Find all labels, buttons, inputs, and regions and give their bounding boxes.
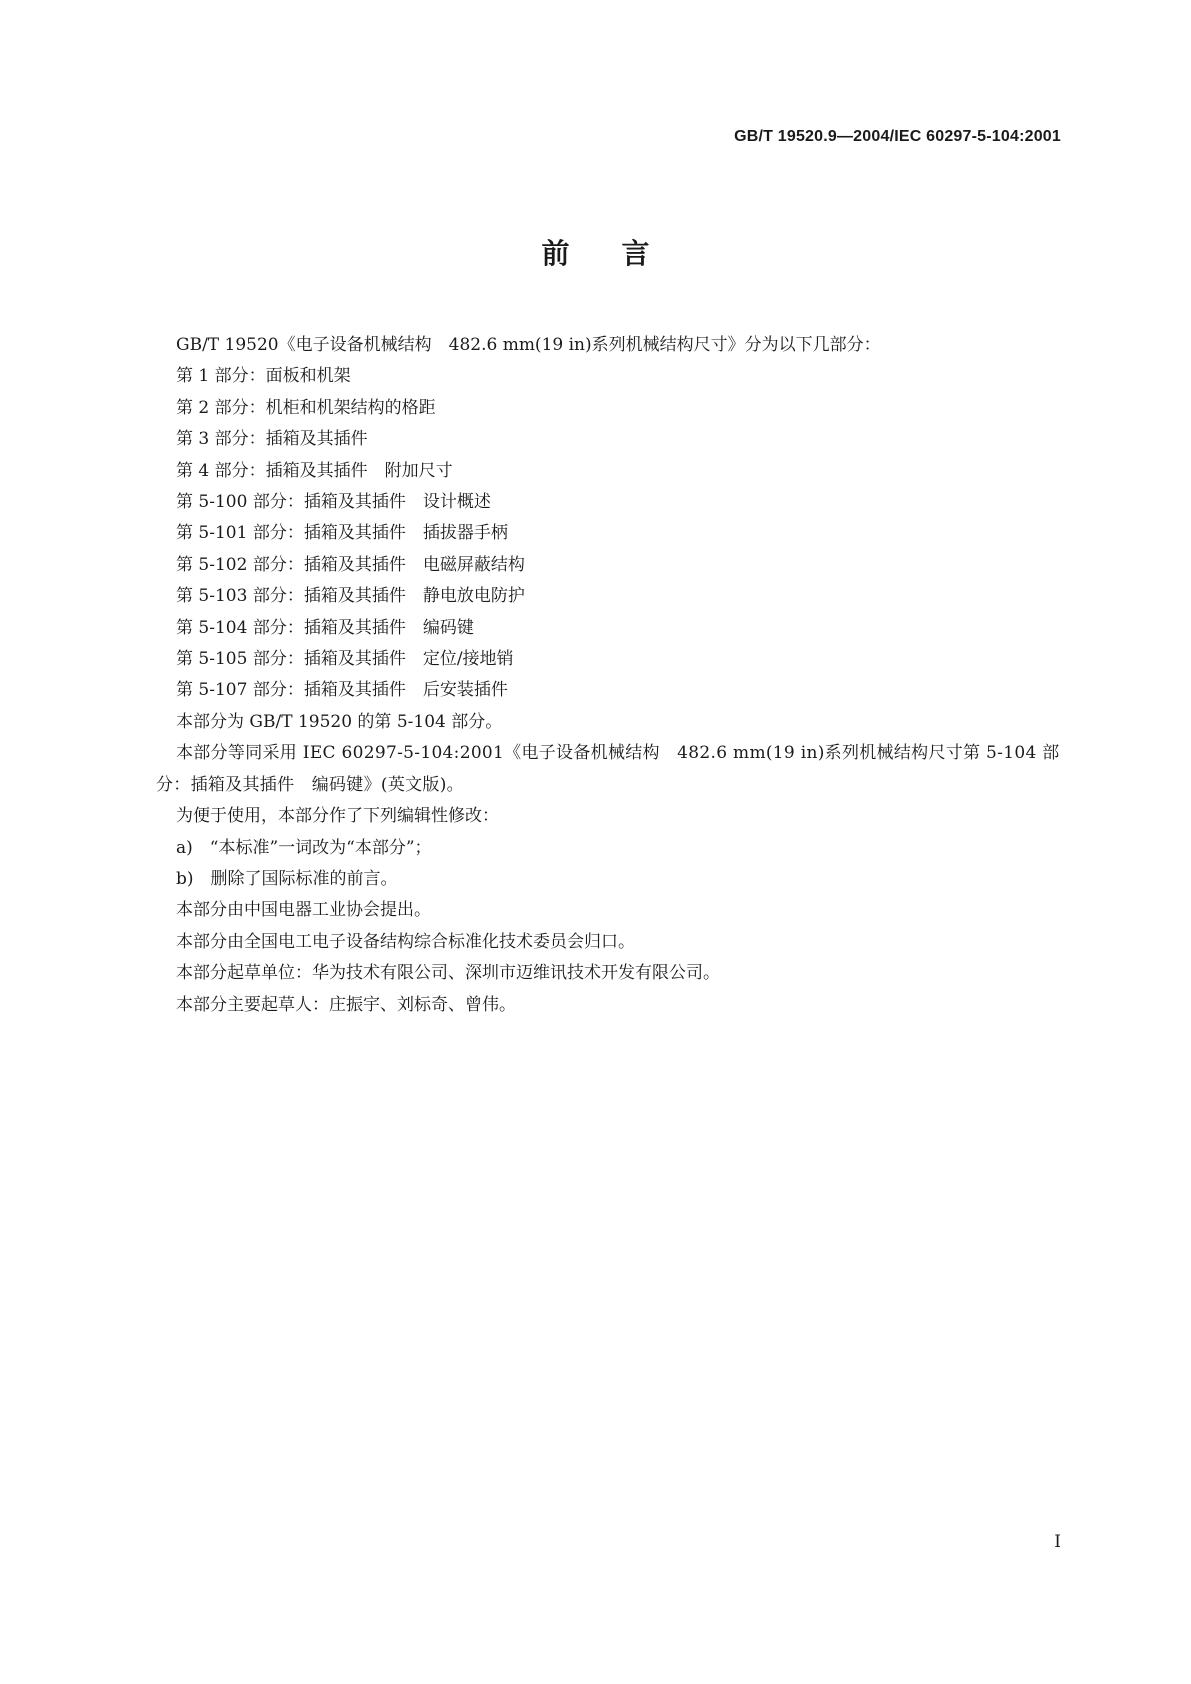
part-list-item: 第 2 部分：机柜和机架结构的格距 — [176, 397, 436, 418]
part-list-item: 第 3 部分：插箱及其插件 — [176, 429, 368, 450]
intro-paragraph: GB/T 19520《电子设备机械结构 482.6 mm(19 in)系列机械结构尺寸》分为以下几部分： — [176, 335, 881, 355]
page-title: 前言 — [541, 237, 702, 270]
part-list-item: 第 5-104 部分：插箱及其插件 编码键 — [176, 617, 474, 638]
modification-item: a) “本标准”一词改为“本部分”； — [176, 837, 432, 858]
part-list-item: 第 4 部分：插箱及其插件 附加尺寸 — [176, 460, 453, 481]
page-number: I — [1054, 1532, 1061, 1552]
modification-intro: 为便于使用，本部分作了下列编辑性修改： — [176, 806, 499, 827]
drafting-units: 本部分起草单位：华为技术有限公司、深圳市迈维讯技术开发有限公司。 — [176, 963, 720, 984]
adoption-statement: 本部分等同采用 IEC 60297-5-104:2001《电子设备机械结构 482.6 mm(19 in)系列机械结构尺寸第 5-104 部分：插箱及其插件 编码键》(英文版)。 — [156, 743, 1060, 795]
drafters: 本部分主要起草人：庄振宇、刘标奇、曾伟。 — [176, 994, 516, 1015]
part-list-item: 第 5-101 部分：插箱及其插件 插拔器手柄 — [176, 523, 508, 544]
part-list-item: 第 5-100 部分：插箱及其插件 设计概述 — [176, 492, 491, 513]
standard-code-header: GB/T 19520.9—2004/IEC 60297-5-104:2001 — [734, 128, 1061, 145]
part-list-item: 第 5-103 部分：插箱及其插件 静电放电防护 — [176, 586, 525, 607]
part-list-item: 第 5-105 部分：插箱及其插件 定位/接地销 — [176, 649, 514, 670]
part-statement: 本部分为 GB/T 19520 的第 5-104 部分。 — [176, 711, 503, 732]
part-list-item: 第 1 部分：面板和机架 — [176, 366, 351, 387]
part-list-item: 第 5-102 部分：插箱及其插件 电磁屏蔽结构 — [176, 554, 525, 575]
modification-item: b) 删除了国际标准的前言。 — [176, 868, 398, 889]
foreword-body — [156, 330, 1063, 1021]
part-list-item: 第 5-107 部分：插箱及其插件 后安装插件 — [176, 680, 508, 701]
proposer-statement: 本部分由中国电器工业协会提出。 — [176, 900, 431, 921]
committee-statement: 本部分由全国电工电子设备结构综合标准化技术委员会归口。 — [176, 931, 635, 952]
